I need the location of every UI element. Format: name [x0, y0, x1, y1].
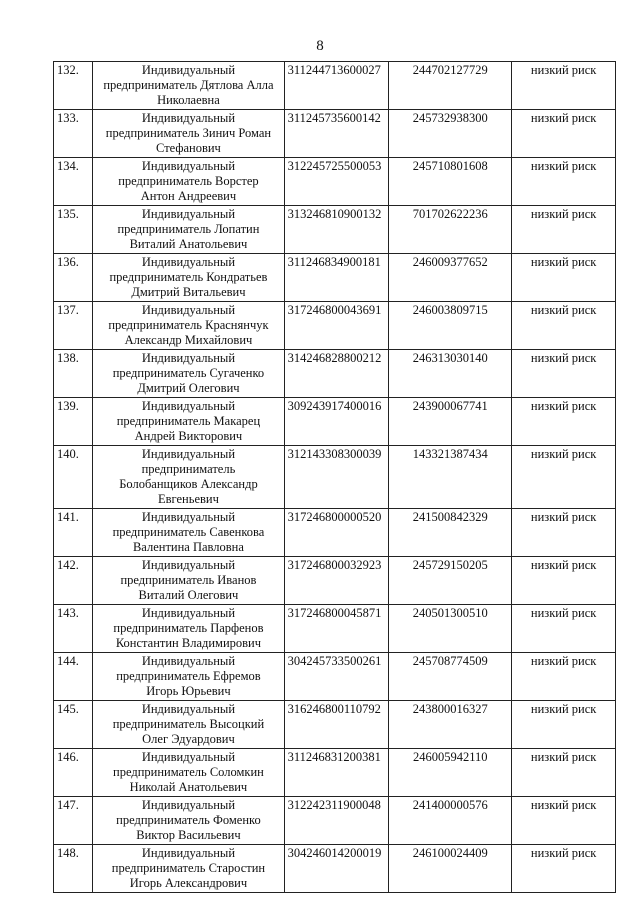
table-row [54, 110, 616, 158]
table-row [54, 653, 616, 701]
entrepreneur-name-line: Индивидуальный [141, 303, 236, 317]
table-row [54, 749, 616, 797]
ogrn-cell: 317246800032923 [284, 557, 389, 605]
entrepreneur-name-cell [93, 254, 284, 302]
entrepreneur-name-line: предприниматель Старостин [111, 861, 266, 875]
row-number: 141. [54, 509, 93, 557]
entrepreneur-name-line: Индивидуальный [141, 255, 236, 269]
entrepreneur-name-cell [93, 605, 284, 653]
risk-category-cell: низкий риск [512, 158, 616, 206]
entrepreneur-name-line: Индивидуальный [141, 798, 236, 812]
table-row [54, 302, 616, 350]
table-row [54, 557, 616, 605]
entrepreneur-name-line: предприниматель Ефремов [116, 669, 261, 683]
entrepreneur-name-line: Олег Эдуардович [142, 732, 235, 746]
entrepreneur-name-line: Индивидуальный [141, 846, 236, 860]
entrepreneur-name-cell [93, 509, 284, 557]
risk-category-cell: низкий риск [512, 62, 616, 110]
inn-cell: 246003809715 [389, 302, 512, 350]
entrepreneur-name-line: предприниматель Дятлова Алла [103, 78, 274, 92]
entrepreneur-name-line: предприниматель Краснянчук [108, 318, 269, 332]
entrepreneur-name-cell [93, 797, 284, 845]
entrepreneur-name-line: Николаевна [157, 93, 220, 107]
registry-table [53, 61, 616, 893]
inn-cell: 240501300510 [389, 605, 512, 653]
risk-category-cell: низкий риск [512, 701, 616, 749]
entrepreneur-name-line: Индивидуальный [141, 510, 236, 524]
risk-category-cell: низкий риск [512, 845, 616, 893]
entrepreneur-name-line: Индивидуальный [141, 447, 236, 461]
row-number: 144. [54, 653, 93, 701]
entrepreneur-name-line: предприниматель Иванов [120, 573, 257, 587]
entrepreneur-name-cell [93, 653, 284, 701]
ogrn-cell: 304245733500261 [284, 653, 389, 701]
risk-category-cell: низкий риск [512, 206, 616, 254]
entrepreneur-name-line: Индивидуальный [141, 558, 236, 572]
entrepreneur-name-line: Индивидуальный [141, 702, 236, 716]
entrepreneur-name-line: Индивидуальный [141, 159, 236, 173]
inn-cell: 244702127729 [389, 62, 512, 110]
ogrn-cell: 317246800043691 [284, 302, 389, 350]
row-number: 140. [54, 446, 93, 509]
inn-cell: 245708774509 [389, 653, 512, 701]
entrepreneur-name-line: Андрей Викторович [134, 429, 243, 443]
risk-category-cell: низкий риск [512, 110, 616, 158]
risk-category-cell: низкий риск [512, 797, 616, 845]
risk-category-cell: низкий риск [512, 749, 616, 797]
entrepreneur-name-line: Виктор Васильевич [136, 828, 241, 842]
inn-cell: 143321387434 [389, 446, 512, 509]
entrepreneur-name-line: Болобанщиков Александр [119, 477, 258, 491]
entrepreneur-name-cell [93, 158, 284, 206]
entrepreneur-name-line: Дмитрий Витальевич [131, 285, 246, 299]
ogrn-cell: 313246810900132 [284, 206, 389, 254]
entrepreneur-name-line: Индивидуальный [141, 351, 236, 365]
entrepreneur-name-cell [93, 110, 284, 158]
entrepreneur-name-line: Индивидуальный [141, 654, 236, 668]
entrepreneur-name-line: Индивидуальный [141, 207, 236, 221]
row-number: 137. [54, 302, 93, 350]
row-number: 142. [54, 557, 93, 605]
inn-cell: 241400000576 [389, 797, 512, 845]
entrepreneur-name-line: предприниматель [141, 462, 236, 476]
entrepreneur-name-line: Индивидуальный [141, 111, 236, 125]
ogrn-cell: 304246014200019 [284, 845, 389, 893]
inn-cell: 246313030140 [389, 350, 512, 398]
entrepreneur-name-line: Виталий Анатольевич [129, 237, 248, 251]
page-number: 8 [316, 38, 324, 54]
inn-cell: 243900067741 [389, 398, 512, 446]
entrepreneur-name-cell [93, 350, 284, 398]
entrepreneur-name-line: Индивидуальный [141, 606, 236, 620]
entrepreneur-name-line: предприниматель Фоменко [116, 813, 261, 827]
table-row [54, 509, 616, 557]
ogrn-cell: 311245735600142 [284, 110, 389, 158]
entrepreneur-name-cell [93, 749, 284, 797]
entrepreneur-name-line: Николай Анатольевич [129, 780, 248, 794]
ogrn-cell: 312242311900048 [284, 797, 389, 845]
table-row [54, 701, 616, 749]
row-number: 138. [54, 350, 93, 398]
risk-category-cell: низкий риск [512, 557, 616, 605]
entrepreneur-name-line: Индивидуальный [141, 399, 236, 413]
row-number: 147. [54, 797, 93, 845]
risk-category-cell: низкий риск [512, 605, 616, 653]
inn-cell: 243800016327 [389, 701, 512, 749]
entrepreneur-name-line: Виталий Олегович [138, 588, 239, 602]
entrepreneur-name-line: Индивидуальный [141, 750, 236, 764]
ogrn-cell: 311244713600027 [284, 62, 389, 110]
entrepreneur-name-line: Игорь Юрьевич [146, 684, 231, 698]
entrepreneur-name-line: предприниматель Зинич Роман [105, 126, 272, 140]
row-number: 148. [54, 845, 93, 893]
entrepreneur-name-line: Антон Андреевич [140, 189, 237, 203]
entrepreneur-name-line: предприниматель Макарец [116, 414, 261, 428]
entrepreneur-name-line: Евгеньевич [158, 492, 219, 506]
risk-category-cell: низкий риск [512, 302, 616, 350]
entrepreneur-name-line: предприниматель Лопатин [117, 222, 260, 236]
ogrn-cell: 317246800045871 [284, 605, 389, 653]
entrepreneur-name-cell [93, 557, 284, 605]
ogrn-cell: 312245725500053 [284, 158, 389, 206]
table-row [54, 350, 616, 398]
row-number: 135. [54, 206, 93, 254]
entrepreneur-name-cell [93, 446, 284, 509]
entrepreneur-name-cell [93, 62, 284, 110]
ogrn-cell: 316246800110792 [284, 701, 389, 749]
risk-category-cell: низкий риск [512, 653, 616, 701]
table-row [54, 797, 616, 845]
ogrn-cell: 311246834900181 [284, 254, 389, 302]
ogrn-cell: 314246828800212 [284, 350, 389, 398]
entrepreneur-name-line: предприниматель Парфенов [113, 621, 264, 635]
table-row [54, 845, 616, 893]
table-row [54, 605, 616, 653]
row-number: 134. [54, 158, 93, 206]
entrepreneur-name-line: Дмитрий Олегович [137, 381, 240, 395]
table-row [54, 206, 616, 254]
entrepreneur-name-line: Индивидуальный [141, 63, 236, 77]
entrepreneur-name-line: Стефанович [156, 141, 221, 155]
table-row [54, 398, 616, 446]
row-number: 145. [54, 701, 93, 749]
risk-category-cell: низкий риск [512, 350, 616, 398]
inn-cell: 245729150205 [389, 557, 512, 605]
entrepreneur-name-line: Игорь Александрович [129, 876, 248, 890]
ogrn-cell: 312143308300039 [284, 446, 389, 509]
risk-category-cell: низкий риск [512, 254, 616, 302]
risk-category-cell: низкий риск [512, 398, 616, 446]
table-row [54, 62, 616, 110]
entrepreneur-name-line: Александр Михайлович [124, 333, 253, 347]
entrepreneur-name-cell [93, 302, 284, 350]
entrepreneur-name-cell [93, 701, 284, 749]
row-number: 143. [54, 605, 93, 653]
row-number: 146. [54, 749, 93, 797]
row-number: 133. [54, 110, 93, 158]
inn-cell: 246005942110 [389, 749, 512, 797]
row-number: 139. [54, 398, 93, 446]
inn-cell: 241500842329 [389, 509, 512, 557]
entrepreneur-name-line: предприниматель Савенкова [112, 525, 265, 539]
inn-cell: 701702622236 [389, 206, 512, 254]
entrepreneur-name-cell [93, 845, 284, 893]
inn-cell: 246009377652 [389, 254, 512, 302]
ogrn-cell: 309243917400016 [284, 398, 389, 446]
inn-cell: 245732938300 [389, 110, 512, 158]
entrepreneur-name-line: предприниматель Ворстер [118, 174, 259, 188]
risk-category-cell: низкий риск [512, 446, 616, 509]
ogrn-cell: 317246800000520 [284, 509, 389, 557]
entrepreneur-name-line: предприниматель Соломкин [113, 765, 264, 779]
entrepreneur-name-line: Константин Владимирович [115, 636, 262, 650]
table-row [54, 254, 616, 302]
entrepreneur-name-cell [93, 398, 284, 446]
row-number: 132. [54, 62, 93, 110]
ogrn-cell: 311246831200381 [284, 749, 389, 797]
inn-cell: 245710801608 [389, 158, 512, 206]
entrepreneur-name-line: Валентина Павловна [132, 540, 244, 554]
entrepreneur-name-line: предприниматель Сугаченко [112, 366, 265, 380]
table-row [54, 158, 616, 206]
entrepreneur-name-line: предприниматель Высоцкий [112, 717, 265, 731]
table-row [54, 446, 616, 509]
risk-category-cell: низкий риск [512, 509, 616, 557]
row-number: 136. [54, 254, 93, 302]
entrepreneur-name-cell [93, 206, 284, 254]
entrepreneur-name-line: предприниматель Кондратьев [109, 270, 268, 284]
registry-table-body [54, 62, 616, 893]
inn-cell: 246100024409 [389, 845, 512, 893]
